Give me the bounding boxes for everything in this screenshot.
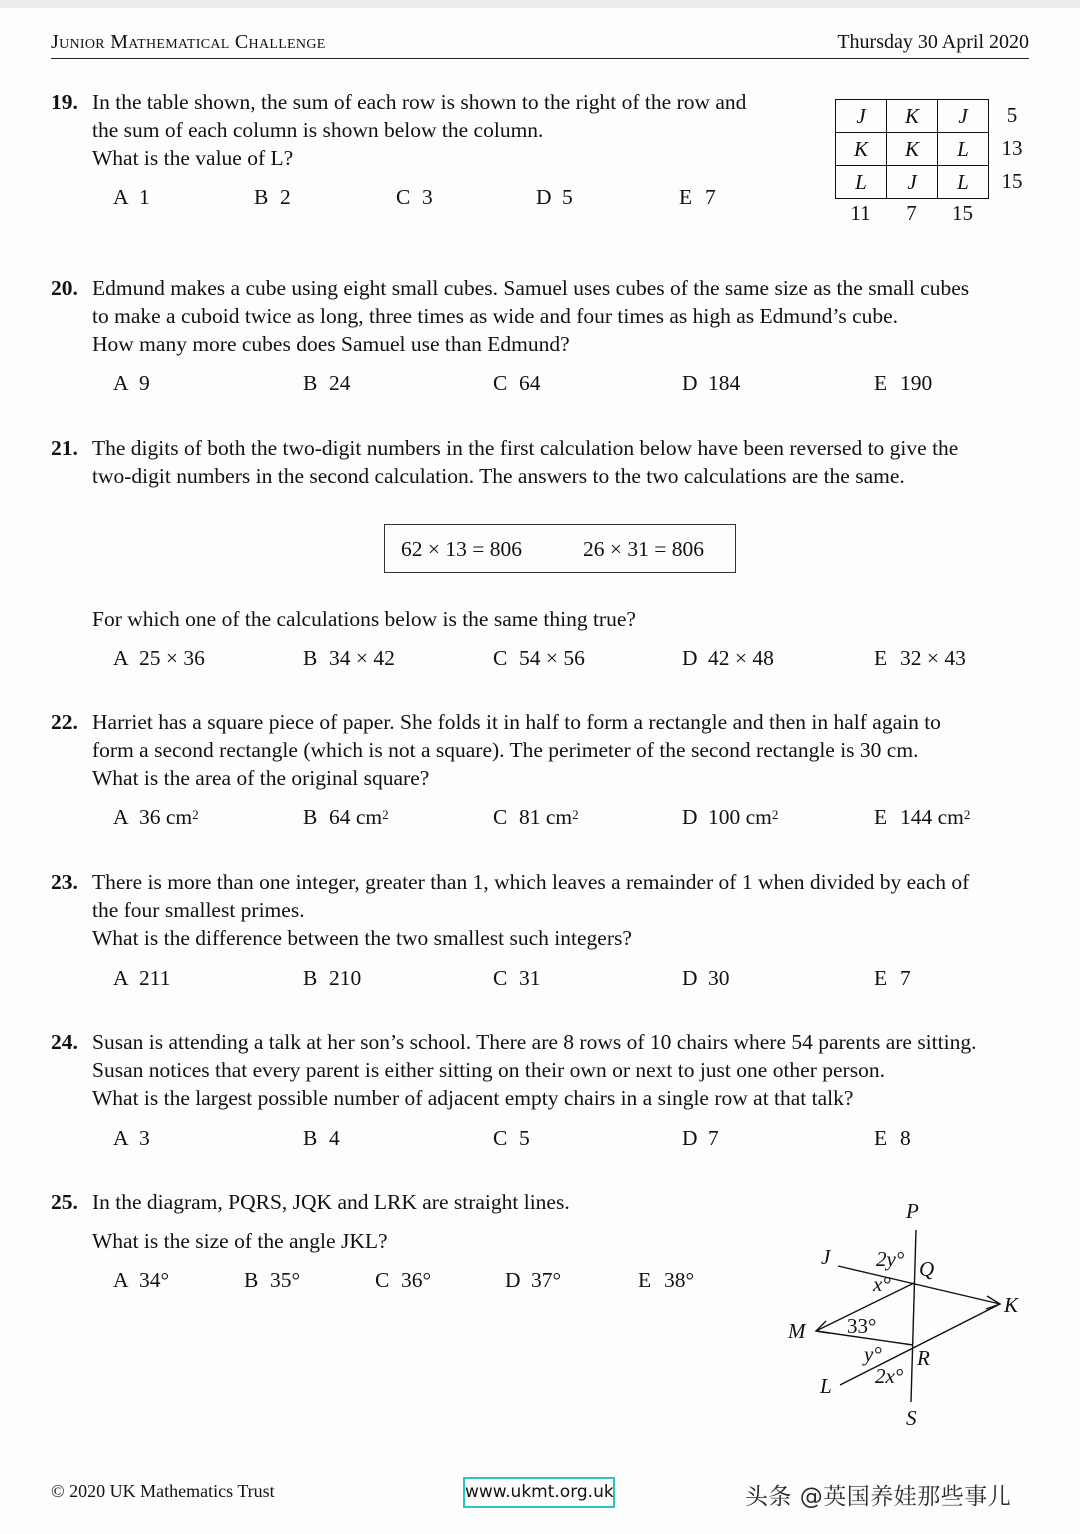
table-cell: K (836, 133, 887, 166)
angle-2x: 2x° (875, 1364, 904, 1388)
question-number: 20. (51, 276, 78, 300)
option-d[interactable]: D 42 × 48 (682, 646, 774, 670)
question-line: What is the area of the original square? (92, 766, 430, 790)
question-text (92, 708, 941, 792)
question-number: 22. (51, 710, 78, 734)
table-row (836, 166, 989, 199)
question-number: 25. (51, 1190, 78, 1214)
column-sum: 7 (906, 201, 917, 225)
label-k: K (1004, 1293, 1019, 1317)
paper-date: Thursday 30 April 2020 (837, 31, 1029, 53)
calculation-box (384, 524, 736, 573)
question-text (92, 274, 969, 358)
question-line: What is the value of L? (92, 146, 294, 170)
option-b[interactable]: B 64 $cm^2$ (303, 805, 389, 829)
label-s: S (906, 1406, 917, 1430)
calculation-reversed: 26 × 31 = 806 (583, 537, 705, 561)
question-line: the sum of each column is shown below the column. (92, 118, 544, 142)
label-q: Q (919, 1257, 935, 1281)
option-d[interactable]: D 5 (536, 185, 573, 209)
label-j: J (821, 1245, 831, 1269)
paper-title: Junior Mathematical Challenge (51, 31, 326, 53)
option-c[interactable]: C 54 × 56 (493, 646, 585, 670)
diagram-lines (816, 1230, 1000, 1402)
question-text (92, 88, 746, 172)
angle-x: x° (873, 1272, 891, 1296)
option-e[interactable]: E 144 $cm^2$ (874, 805, 971, 829)
question-number: 24. (51, 1030, 78, 1054)
row-sum: 5 (1006, 103, 1018, 127)
header-divider (51, 58, 1029, 59)
option-c[interactable]: C 81 $cm^2$ (493, 805, 579, 829)
sum-table (835, 99, 989, 199)
option-e[interactable]: E 7 (679, 185, 716, 209)
table-cell: L (938, 166, 989, 199)
option-d[interactable]: D 100 $cm^2$ (682, 805, 779, 829)
arrowhead-m (816, 1321, 829, 1333)
top-edge-shade (0, 0, 1080, 8)
line-pqrs (911, 1230, 916, 1402)
question-line: form a second rectangle (which is not a square). The perimeter of the second rectangle is 30 cm. (92, 738, 919, 762)
source-watermark: 头条 @英国养娃那些事儿 (745, 1484, 1012, 1510)
website-link[interactable]: www.ukmt.org.uk (463, 1477, 615, 1508)
option-a[interactable]: A 34° (113, 1268, 170, 1292)
table-cell: J (836, 100, 887, 133)
row-sum: 13 (1001, 136, 1023, 160)
option-d[interactable]: D 184 (682, 371, 741, 395)
table-row (836, 133, 989, 166)
question-text (92, 1028, 976, 1112)
option-e[interactable]: E 190 (874, 371, 933, 395)
table-cell: K (887, 100, 938, 133)
question-line: In the diagram, PQRS, JQK and LRK are straight lines. (92, 1190, 570, 1214)
question-line: How many more cubes does Samuel use than Edmund? (92, 332, 570, 356)
calculation-original: 62 × 13 = 806 (401, 537, 523, 561)
option-e[interactable]: E 32 × 43 (874, 646, 966, 670)
table-row (836, 100, 989, 133)
option-b[interactable]: B 34 × 42 (303, 646, 395, 670)
option-c[interactable]: C 5 (493, 1126, 530, 1150)
option-c[interactable]: C 3 (396, 185, 433, 209)
option-b[interactable]: B 2 (254, 185, 291, 209)
question-line: Harriet has a square piece of paper. She folds it in half to form a rectangle and then in half again to (92, 710, 941, 734)
question-line: In the table shown, the sum of each row is shown to the right of the row and (92, 90, 747, 114)
label-l: L (820, 1374, 832, 1398)
question-line: the four smallest primes. (92, 898, 305, 922)
option-b[interactable]: B 4 (303, 1126, 340, 1150)
table-cell: L (836, 166, 887, 199)
angle-33: 33° (847, 1314, 877, 1338)
question-line: For which one of the calculations below is the same thing true? (92, 607, 636, 631)
table-cell: K (887, 133, 938, 166)
option-b[interactable]: B 24 (303, 371, 351, 395)
angle-diagram (780, 1190, 1040, 1440)
option-e[interactable]: E 7 (874, 966, 911, 990)
option-e[interactable]: E 38° (638, 1268, 695, 1292)
question-text (92, 434, 958, 490)
question-text (92, 868, 969, 952)
question-line: to make a cuboid twice as long, three times as wide and four times as high as Edmund’s cube. (92, 304, 899, 328)
question-line: two-digit numbers in the second calculation. The answers to the two calculations are the same. (92, 464, 905, 488)
option-a[interactable]: A 1 (113, 185, 150, 209)
question-line: The digits of both the two-digit numbers in the first calculation below have been reversed to give the (92, 436, 959, 460)
option-d[interactable]: D 30 (682, 966, 730, 990)
question-text (92, 1188, 570, 1255)
question-line: What is the size of the angle JKL? (92, 1229, 388, 1253)
option-c[interactable]: C 64 (493, 371, 541, 395)
question-line: What is the largest possible number of adjacent empty chairs in a single row at that talk? (92, 1086, 854, 1110)
option-d[interactable]: D 37° (505, 1268, 562, 1292)
question-line: Susan notices that every parent is either sitting on their own or next to just one other person. (92, 1058, 885, 1082)
question-line: Susan is attending a talk at her son’s school. There are 8 rows of 10 chairs where 54 parents are sitting. (92, 1030, 977, 1054)
option-b[interactable]: B 35° (244, 1268, 301, 1292)
question-number: 23. (51, 870, 78, 894)
label-p: P (906, 1199, 919, 1223)
question-number: 21. (51, 436, 78, 460)
angle-2y: 2y° (876, 1247, 905, 1271)
column-sum: 11 (850, 201, 871, 225)
label-r: R (917, 1346, 930, 1370)
table-cell: L (938, 133, 989, 166)
option-a[interactable]: A 36 $cm^2$ (113, 805, 199, 829)
option-a[interactable]: A 25 × 36 (113, 646, 205, 670)
question-line: What is the difference between the two smallest such integers? (92, 926, 632, 950)
option-a[interactable]: A 9 (113, 371, 150, 395)
option-c[interactable]: C 31 (493, 966, 541, 990)
column-sum: 15 (952, 201, 973, 225)
row-sum: 15 (1001, 169, 1023, 193)
option-b[interactable]: B 210 (303, 966, 362, 990)
option-a[interactable]: A 3 (113, 1126, 150, 1150)
label-m: M (788, 1319, 806, 1343)
option-e[interactable]: E 8 (874, 1126, 911, 1150)
copyright-notice: © 2020 UK Mathematics Trust (51, 1481, 275, 1501)
table-cell: J (938, 100, 989, 133)
option-d[interactable]: D 7 (682, 1126, 719, 1150)
question-number: 19. (51, 90, 78, 114)
question-line: There is more than one integer, greater than 1, which leaves a remainder of 1 when divided by each of (92, 870, 970, 894)
table-cell: J (887, 166, 938, 199)
option-c[interactable]: C 36° (375, 1268, 432, 1292)
angle-y: y° (864, 1342, 882, 1366)
option-a[interactable]: A 211 (113, 966, 171, 990)
question-line: Edmund makes a cube using eight small cubes. Samuel uses cubes of the same size as the small cubes (92, 276, 970, 300)
